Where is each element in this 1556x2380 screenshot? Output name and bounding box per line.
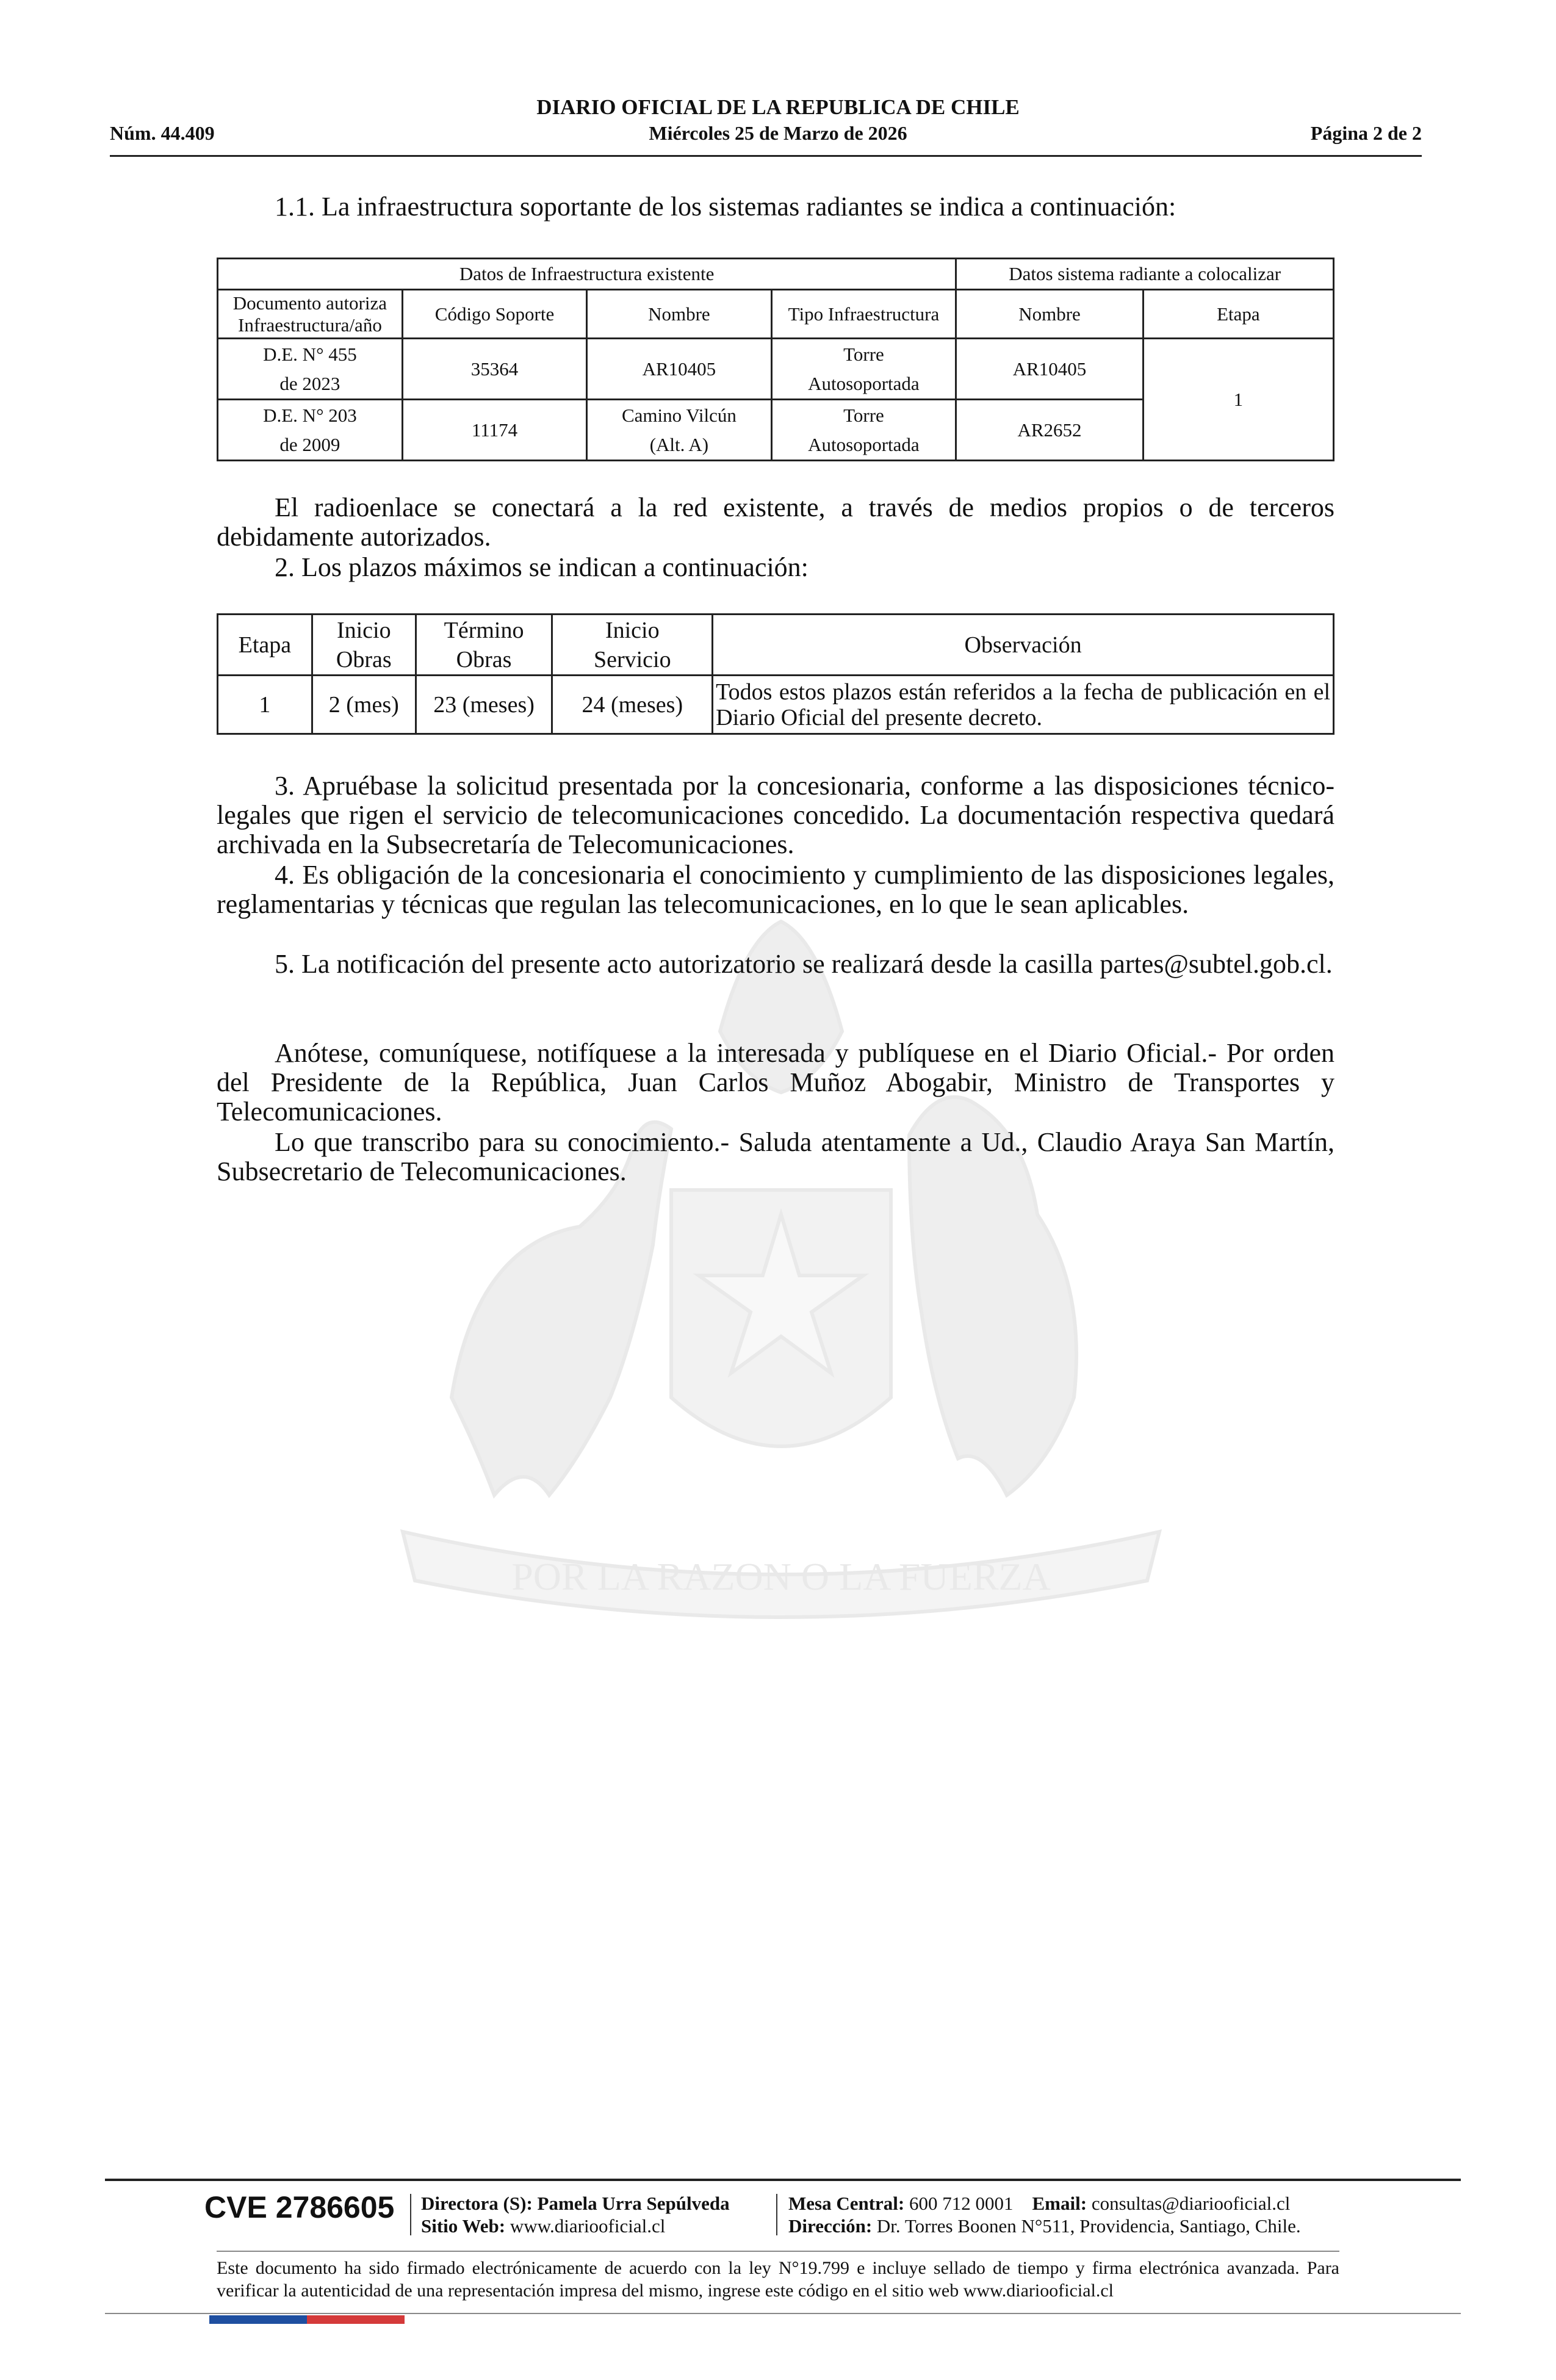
- mesa-central-label: Mesa Central:: [788, 2193, 905, 2214]
- paragraph-plazos-text: 2. Los plazos máximos se indican a continuación:: [275, 552, 809, 582]
- intro-text: 1.1. La infraestructura soportante de los sistemas radiantes se indica a continuación:: [275, 192, 1176, 222]
- cell-etapa: 1: [1143, 339, 1333, 461]
- cell-codigo: 11174: [402, 400, 586, 461]
- cell-nombre-radiante: AR10405: [956, 339, 1143, 400]
- header-tipo: Tipo Infraestructura: [771, 290, 956, 339]
- cve-code: CVE 2786605: [204, 2190, 395, 2224]
- cell-inicio-obras: 2 (mes): [312, 676, 416, 734]
- issue-date: Miércoles 25 de Marzo de 2026: [649, 122, 907, 144]
- footer-legal-note: Este documento ha sido firmado electrónicamente de acuerdo con la ley N°19.799 e incluye sellado de tiempo y firma electrónica avanzada. Para verificar la autenticidad de una representación impresa del mismo, ingrese este código en el sitio web www.diariooficial.cl: [217, 2258, 1339, 2301]
- paragraph-radioenlace: [217, 493, 1334, 552]
- cell-nombre-radiante: AR2652: [956, 400, 1143, 461]
- sitio-web-link[interactable]: www.diariooficial.cl: [510, 2215, 666, 2237]
- paragraph-3: [217, 771, 1334, 859]
- cell-nombre: AR10405: [587, 339, 771, 400]
- footer-contact-left: [421, 2192, 730, 2237]
- cell-tipo-line2: Autosoportada: [808, 372, 920, 394]
- footer-contact-right: [788, 2192, 1301, 2237]
- table-header-row: [218, 615, 1334, 676]
- paragraph-5: [217, 950, 1334, 979]
- cell-documento: [218, 400, 403, 461]
- cell-documento: [218, 339, 403, 400]
- header-etapa: Etapa: [1143, 290, 1333, 339]
- header-nombre-radiante: Nombre: [956, 290, 1143, 339]
- paragraph-3-text: 3. Apruébase la solicitud presentada por la concesionaria, conforme a las disposiciones técnico-legales que rigen el servicio de telecomunicaciones concedido. La documentación respectiva quedará archivada en la Subsecretaría de Telecomunicaciones.: [217, 771, 1334, 859]
- paragraph-4-text: 4. Es obligación de la concesionaria el conocimiento y cumplimiento de las disposiciones legales, reglamentarias y técnicas que regulan las telecomunicaciones, en lo que le sean aplicables.: [217, 860, 1334, 919]
- header-inicio-servicio-line1: Inicio: [605, 617, 660, 643]
- cell-termino-obras: 23 (meses): [416, 676, 552, 734]
- page-indicator: Página 2 de 2: [1310, 122, 1422, 144]
- watermark-motto: POR LA RAZON O LA FUERZA: [511, 1555, 1051, 1598]
- infrastructure-table: [217, 258, 1334, 461]
- header-observacion: Observación: [713, 615, 1334, 676]
- header-inicio-servicio: [552, 615, 713, 676]
- directora-label: Directora (S):: [421, 2193, 533, 2214]
- footer-divider-bottom: [105, 2313, 1461, 2314]
- paragraph-5-text: 5. La notificación del presente acto autorizatorio se realizará desde la casilla partes@subtel.gob.cl.: [275, 949, 1333, 979]
- cell-tipo-line1: Torre: [843, 404, 884, 426]
- paragraph-radioenlace-text: El radioenlace se conectará a la red existente, a través de medios propios o de terceros debidamente autorizados.: [217, 492, 1334, 552]
- table-row: [218, 339, 1334, 400]
- flag-bar-blue: [209, 2315, 307, 2324]
- header-termino-obras-line1: Término: [444, 617, 524, 643]
- header-documento: [218, 290, 403, 339]
- intro-paragraph: [217, 192, 1334, 222]
- header-termino-obras: [416, 615, 552, 676]
- paragraph-plazos: [217, 553, 1334, 582]
- deadlines-table: [217, 613, 1334, 735]
- header-documento-line1: Documento autoriza: [232, 292, 387, 314]
- direccion-label: Dirección:: [788, 2215, 873, 2237]
- paragraph-anotese: [217, 1039, 1334, 1127]
- email-link[interactable]: consultas@diariooficial.cl: [1091, 2193, 1291, 2214]
- paragraph-4: [217, 860, 1334, 919]
- cell-observacion: Todos estos plazos están referidos a la fecha de publicación en el Diario Oficial del presente decreto.: [713, 676, 1334, 734]
- gazette-title: DIARIO OFICIAL DE LA REPUBLICA DE CHILE: [536, 95, 1020, 119]
- email-label: Email:: [1032, 2193, 1087, 2214]
- header-termino-obras-line2: Obras: [456, 646, 512, 673]
- header-codigo: Código Soporte: [402, 290, 586, 339]
- sitio-web-label: Sitio Web:: [421, 2215, 506, 2237]
- header-etapa: Etapa: [218, 615, 312, 676]
- footer-divider-top: [105, 2179, 1461, 2181]
- header-inicio-obras: [312, 615, 416, 676]
- table-header-row: [218, 290, 1334, 339]
- header-nombre: Nombre: [587, 290, 771, 339]
- footer-separator: [410, 2194, 411, 2235]
- paragraph-anotese-text: Anótese, comuníquese, notifíquese a la interesada y publíquese en el Diario Oficial.- Por orden del Presidente de la República, Juan Carlos Muñoz Abogabir, Ministro de Transportes y Telecomunicaciones.: [217, 1038, 1334, 1127]
- issue-number: Núm. 44.409: [110, 122, 215, 144]
- paragraph-transcribo-text: Lo que transcribo para su conocimiento.- Saluda atentamente a Ud., Claudio Araya San Martín, Subsecretario de Telecomunicaciones.: [217, 1127, 1334, 1186]
- header-divider: [110, 155, 1422, 157]
- cell-documento-line1: D.E. N° 455: [263, 343, 357, 365]
- cell-etapa: 1: [218, 676, 312, 734]
- group-existing: Datos de Infraestructura existente: [218, 259, 956, 290]
- cell-nombre-line1: Camino Vilcún: [621, 404, 737, 426]
- cell-nombre: [587, 400, 771, 461]
- header-documento-line2: Infraestructura/año: [238, 314, 382, 336]
- cell-tipo: [771, 400, 956, 461]
- table-row: [218, 676, 1334, 734]
- flag-bar-red: [307, 2315, 405, 2324]
- footer-divider: [217, 2251, 1339, 2252]
- header-inicio-obras-line1: Inicio: [336, 617, 391, 643]
- mesa-central-phone: 600 712 0001: [909, 2193, 1014, 2214]
- direccion-value: Dr. Torres Boonen N°511, Providencia, Santiago, Chile.: [876, 2215, 1301, 2237]
- directora-name: Pamela Urra Sepúlveda: [537, 2193, 730, 2214]
- cell-documento-line2: de 2009: [279, 433, 340, 455]
- cell-codigo: 35364: [402, 339, 586, 400]
- footer-separator: [776, 2194, 777, 2235]
- cell-documento-line1: D.E. N° 203: [263, 404, 357, 426]
- cell-documento-line2: de 2023: [279, 372, 340, 394]
- cell-tipo: [771, 339, 956, 400]
- table-group-row: [218, 259, 1334, 290]
- cell-nombre-line2: (Alt. A): [649, 433, 709, 455]
- group-colocate: Datos sistema radiante a colocalizar: [956, 259, 1334, 290]
- paragraph-transcribo: [217, 1128, 1334, 1186]
- cell-inicio-servicio: 24 (meses): [552, 676, 713, 734]
- header-inicio-obras-line2: Obras: [336, 646, 392, 673]
- cell-tipo-line2: Autosoportada: [808, 433, 920, 455]
- header-inicio-servicio-line2: Servicio: [593, 646, 671, 673]
- cell-tipo-line1: Torre: [843, 343, 884, 365]
